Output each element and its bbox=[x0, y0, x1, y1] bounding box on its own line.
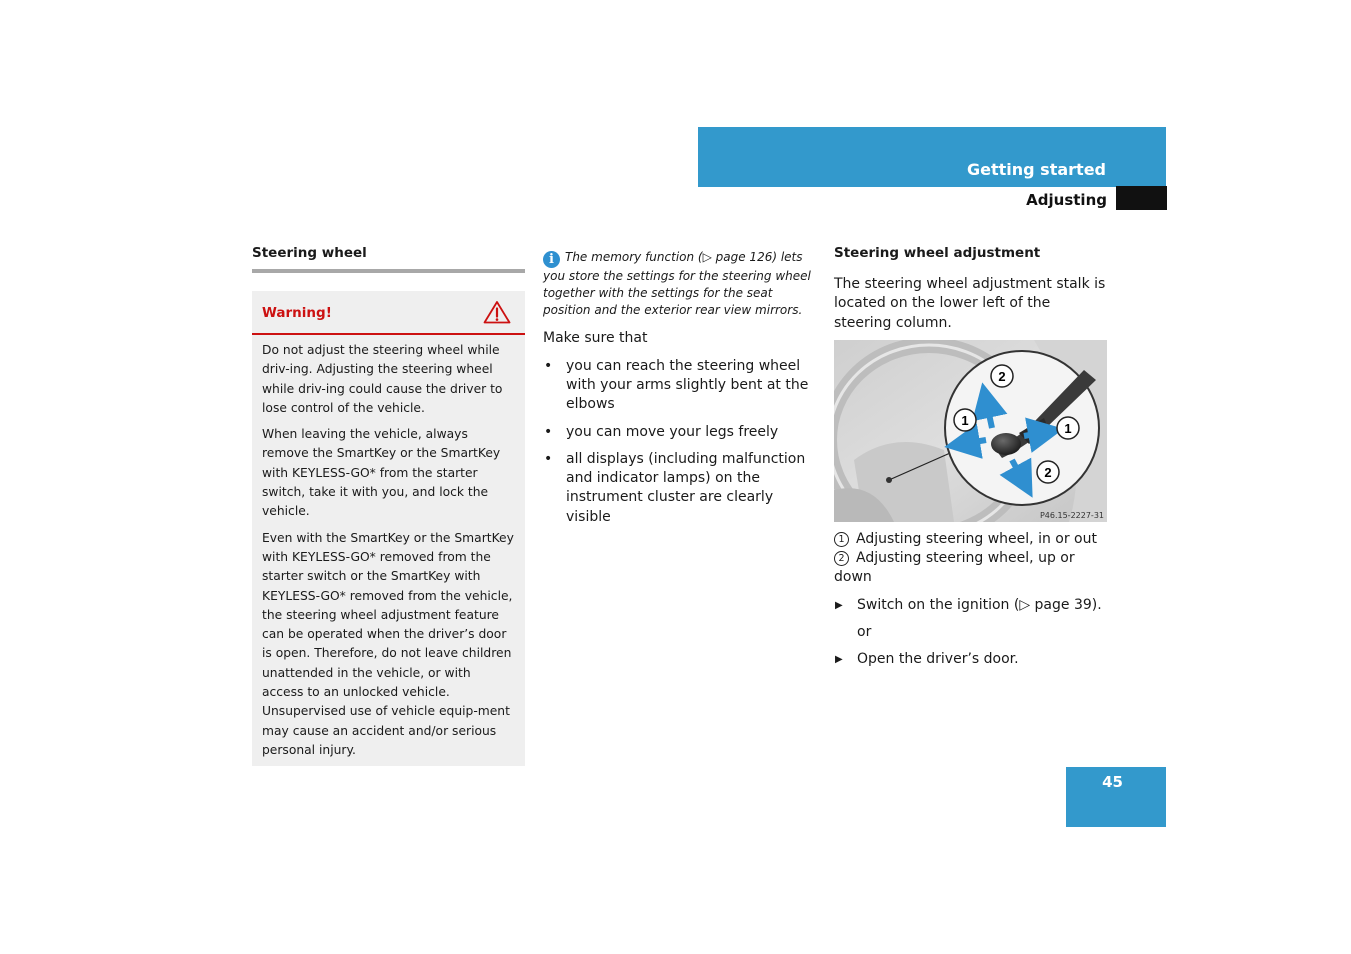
legend-item bbox=[834, 549, 1107, 588]
callout-2-top: 2 bbox=[998, 368, 1006, 384]
warning-triangle-icon bbox=[483, 300, 511, 324]
list-item bbox=[543, 423, 815, 442]
subsection-title: Adjusting bbox=[1026, 191, 1107, 209]
step-arrow-icon: ▶ bbox=[835, 599, 843, 611]
warning-paragraph: Even with the SmartKey or the SmartKey with KEYLESS-GO* removed from the starter switch or the SmartKey with KEYLESS-GO* removed from the vehicle, the steering wheel adjustment feature can be operated when the driver’s door is open. Therefore, do not leave children unattended in the vehicle, or with access to an unlocked vehicle. Unsupervised use of vehicle equip-ment may cause an accident and/or serious personal injury. bbox=[262, 530, 514, 757]
column-left bbox=[252, 245, 525, 766]
legend-item bbox=[834, 530, 1107, 549]
callout-1-right: 1 bbox=[1064, 420, 1072, 436]
legend-number: 2 bbox=[834, 551, 849, 566]
header-band bbox=[698, 127, 1166, 187]
warning-box bbox=[252, 291, 525, 766]
step-arrow-icon: ▶ bbox=[835, 654, 843, 666]
warning-paragraph: When leaving the vehicle, always remove the SmartKey or the SmartKey with KEYLESS-GO* from the starter switch, take it with you, and lock the vehicle. bbox=[262, 427, 501, 519]
steering-column-illustration bbox=[834, 340, 1107, 522]
page-number-box bbox=[1066, 767, 1166, 827]
list-item-text: all displays (including malfunction and indicator lamps) on the instrument cluster are clearly visible bbox=[566, 450, 806, 525]
list-item bbox=[543, 357, 815, 415]
bullet-icon: • bbox=[544, 423, 553, 440]
callout-2-bottom: 2 bbox=[1044, 464, 1052, 480]
callout-1-left: 1 bbox=[961, 412, 969, 428]
list-item-text: you can move your legs freely bbox=[566, 423, 779, 440]
column-middle bbox=[543, 245, 815, 535]
figure-code: P46.15-2227-31 bbox=[1039, 510, 1104, 520]
legend-text: Adjusting steering wheel, in or out bbox=[856, 530, 1097, 547]
steering-wheel-heading: Steering wheel bbox=[252, 245, 367, 261]
steering-column-figure bbox=[834, 340, 1107, 522]
step-text: Open the driver’s door. bbox=[857, 651, 1019, 668]
bullet-icon: • bbox=[544, 450, 553, 467]
step-text: Switch on the ignition (▷ page 39). bbox=[857, 596, 1102, 613]
list-item-text: you can reach the steering wheel with your arms slightly bent at the elbows bbox=[566, 357, 809, 413]
warning-paragraph: Do not adjust the steering wheel while driv-ing. Adjusting the steering wheel while driv-ing could cause the driver to lose control of the vehicle. bbox=[262, 343, 503, 415]
column-right bbox=[834, 245, 1107, 670]
subsection-marker bbox=[1116, 186, 1167, 210]
section-title: Getting started bbox=[967, 160, 1106, 179]
checklist bbox=[543, 357, 815, 527]
make-sure-text: Make sure that bbox=[543, 330, 648, 347]
instruction-step bbox=[834, 650, 1107, 669]
info-note bbox=[543, 249, 815, 318]
page-number: 45 bbox=[1102, 773, 1123, 791]
bullet-icon: • bbox=[544, 357, 553, 374]
adjustment-heading: Steering wheel adjustment bbox=[834, 245, 1041, 261]
list-item bbox=[543, 450, 815, 527]
warning-body bbox=[252, 335, 525, 766]
figure-legend bbox=[834, 530, 1107, 588]
legend-text: Adjusting steering wheel, up or down bbox=[834, 550, 1075, 586]
warning-header bbox=[252, 291, 525, 335]
heading-rule bbox=[252, 269, 525, 273]
or-text: or bbox=[857, 624, 872, 641]
info-note-text: The memory function (▷ page 126) lets you store the settings for the steering wheel together with the settings for the seat position and the exterior rear view mirrors. bbox=[543, 250, 811, 317]
info-icon: i bbox=[543, 251, 560, 268]
adjustment-intro: The steering wheel adjustment stalk is located on the lower left of the steering column. bbox=[834, 276, 1106, 331]
warning-label: Warning! bbox=[262, 305, 332, 321]
legend-number: 1 bbox=[834, 532, 849, 547]
instruction-step bbox=[834, 596, 1107, 615]
